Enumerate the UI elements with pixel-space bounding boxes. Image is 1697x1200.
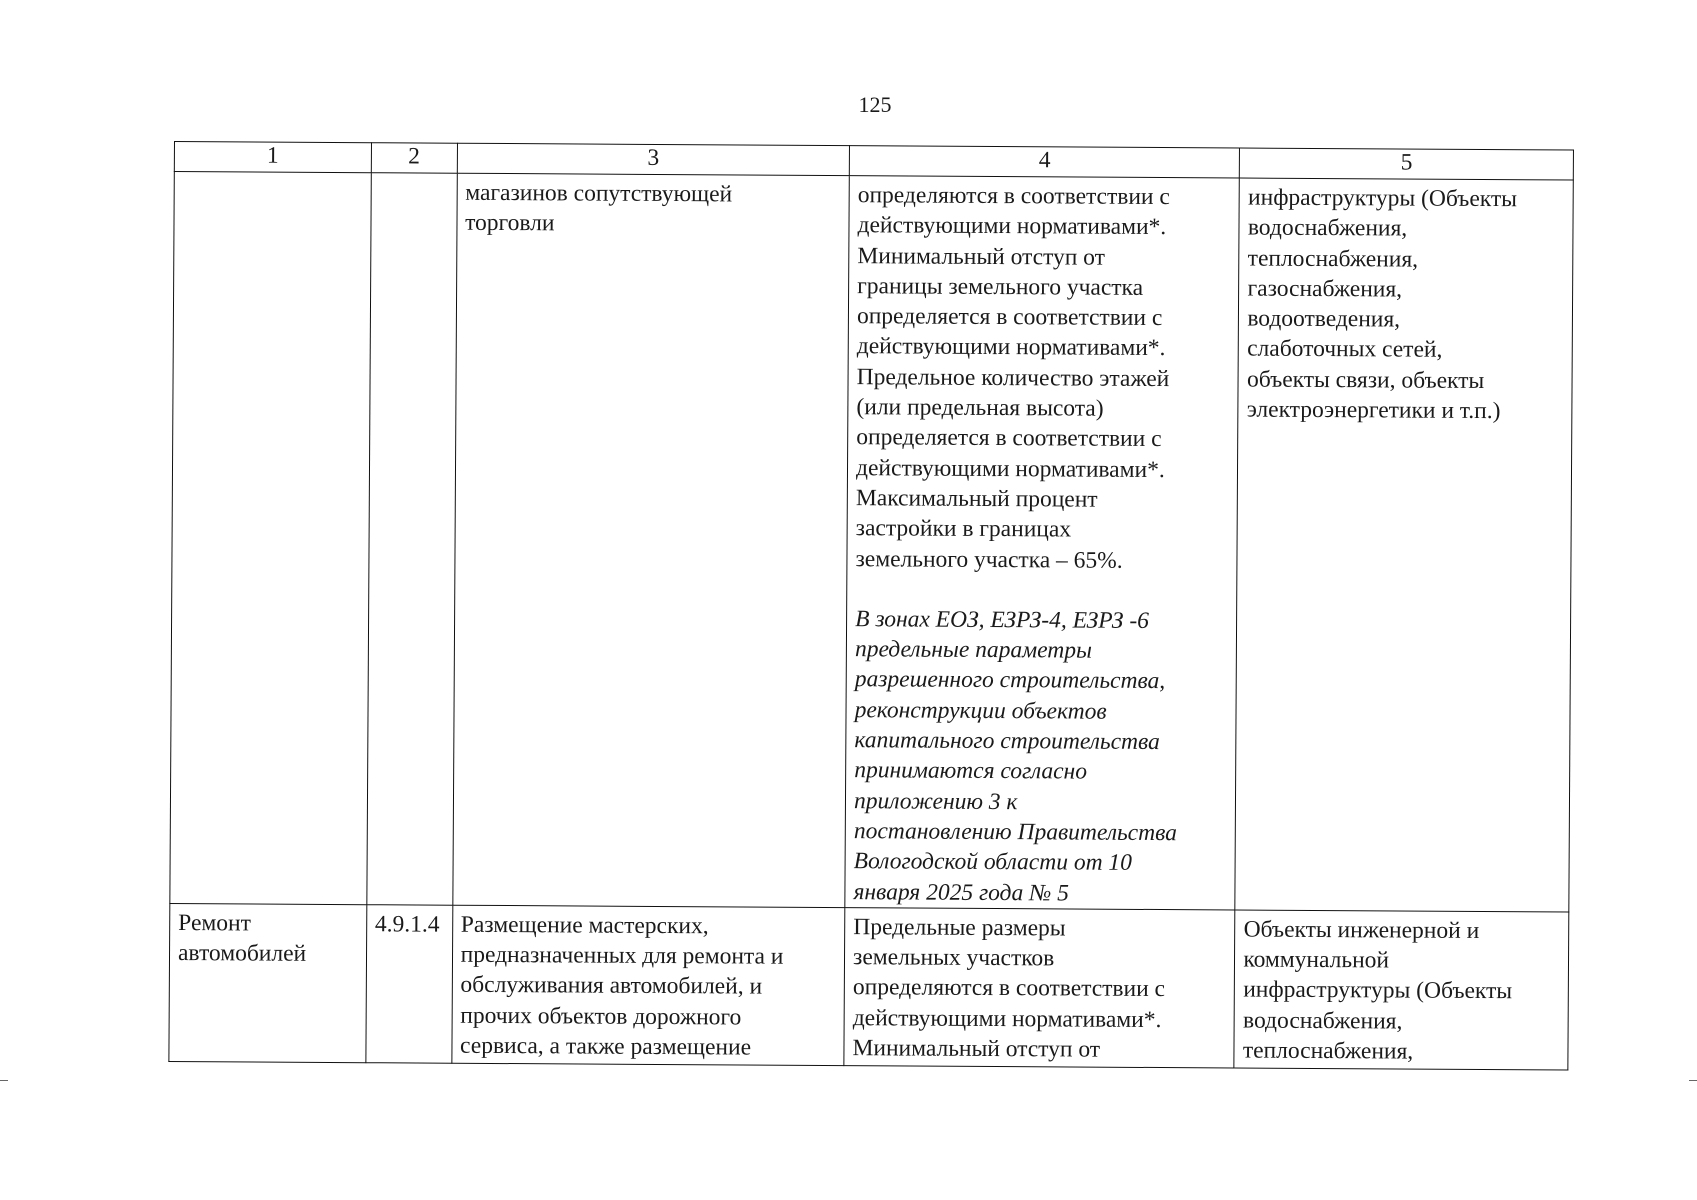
text-line: слаботочных сетей,: [1247, 336, 1443, 364]
use-name-text: [183, 176, 363, 177]
use-code-cell: [367, 173, 457, 905]
use-name-cell: [169, 903, 367, 1062]
text-line: водоснабжения,: [1242, 1007, 1403, 1035]
text-line: водоснабжения,: [1247, 214, 1408, 242]
scan-edge-mark-left: [0, 1080, 8, 1081]
text-line: автомобилей: [177, 940, 307, 967]
header-cell-2: 2: [371, 143, 457, 174]
table-row: [170, 172, 1573, 912]
text-line: магазинов сопутствующей: [465, 179, 733, 208]
document-table: [168, 141, 1574, 1070]
text-line: Максимальный процент: [855, 485, 1098, 513]
text-line: Вологодской области от 10: [853, 848, 1133, 877]
header-cell-5: 5: [1240, 148, 1574, 180]
text-line: января 2025 года № 5: [853, 878, 1069, 907]
text-line: сервиса, а также размещение: [460, 1032, 752, 1061]
use-name-text: [178, 908, 358, 970]
text-line: действующими нормативами*.: [856, 333, 1166, 362]
use-name-cell: [170, 172, 371, 905]
text-line: земельного участка – 65%.: [855, 545, 1123, 574]
text-line: постановлению Правительства: [853, 818, 1177, 847]
header-cell-3: 3: [457, 143, 850, 175]
header-cell-1: 1: [174, 142, 371, 173]
text-line: инфраструктуры (Объекты: [1248, 184, 1518, 213]
scan-edge-mark-right: [1689, 1080, 1697, 1081]
text-line: реконструкции объектов: [854, 696, 1107, 725]
use-code-cell: [366, 905, 453, 1064]
text-line: действующими нормативами*.: [857, 212, 1167, 241]
auxiliary-uses-text: [1243, 914, 1560, 1067]
text-line: приложению 3 к: [853, 787, 1018, 815]
text-line: действующими нормативами*.: [852, 1004, 1162, 1033]
text-line: разрешенного строительства,: [854, 666, 1166, 695]
text-line: земельных участков: [853, 944, 1055, 972]
use-description-cell: [452, 173, 849, 907]
text-line: принимаются согласно: [854, 757, 1088, 785]
text-line: Ремонт: [178, 909, 251, 937]
auxiliary-uses-cell: [1235, 178, 1573, 912]
text-line: предназначенных для ремонта и: [460, 941, 784, 970]
text-line: теплоснабжения,: [1242, 1037, 1414, 1065]
parameters-text: [855, 180, 1231, 576]
header-cell-4: 4: [849, 146, 1240, 178]
text-line: теплоснабжения,: [1247, 245, 1419, 273]
text-line: определяется в соответствии с: [856, 303, 1163, 332]
text-line: предельные параметры: [854, 636, 1093, 664]
text-line: прочих объектов дорожного: [460, 1002, 742, 1031]
text-line: коммунальной: [1243, 946, 1390, 974]
text-line: определяются в соответствии с: [852, 974, 1166, 1003]
page-number: 125: [858, 92, 892, 117]
text-line: капитального строительства: [854, 727, 1160, 756]
text-line: определяется в соответствии с: [856, 424, 1162, 453]
text-line: действующими нормативами*.: [856, 454, 1165, 483]
auxiliary-uses-cell: [1234, 910, 1569, 1070]
use-description-text: [465, 178, 841, 241]
use-description-cell: [451, 905, 844, 1065]
text-line: газоснабжения,: [1247, 275, 1403, 303]
text-line: электроэнергетики и т.п.): [1246, 396, 1501, 425]
text-line: В зонах ЕОЗ, ЕЗРЗ-4, ЕЗРЗ -6: [855, 606, 1150, 634]
parameters-cell: [844, 907, 1235, 1067]
text-line: объекты связи, объекты: [1246, 366, 1485, 394]
text-line: торговли: [465, 210, 555, 237]
text-line: обслуживания автомобилей, и: [460, 972, 763, 1001]
text-line: Минимальный отступ от: [857, 242, 1105, 271]
use-description-text: [460, 910, 836, 1064]
text-line: (или предельная высота): [856, 394, 1104, 422]
parameters-text: [852, 912, 1226, 1066]
use-code-text: 4.9.1.4: [374, 911, 440, 938]
text-line: Объекты инженерной и: [1243, 916, 1480, 944]
text-line: Предельное количество этажей: [856, 363, 1170, 392]
text-line: границы земельного участка: [857, 273, 1144, 301]
text-line: определяются в соответствии с: [857, 182, 1170, 211]
paragraph-gap: [855, 574, 1229, 606]
text-line: застройки в границах: [855, 515, 1072, 543]
auxiliary-uses-text: [1247, 183, 1565, 427]
text-line: Размещение мастерских,: [460, 911, 709, 940]
parameters-cell: [845, 176, 1240, 910]
text-line: Предельные размеры: [853, 913, 1066, 942]
table-row: [169, 903, 1569, 1070]
text-line: инфраструктуры (Объекты: [1243, 976, 1513, 1005]
text-line: Минимальный отступ от: [852, 1035, 1101, 1063]
text-line: водоотведения,: [1247, 305, 1401, 333]
parameters-note-italic: [853, 604, 1228, 909]
